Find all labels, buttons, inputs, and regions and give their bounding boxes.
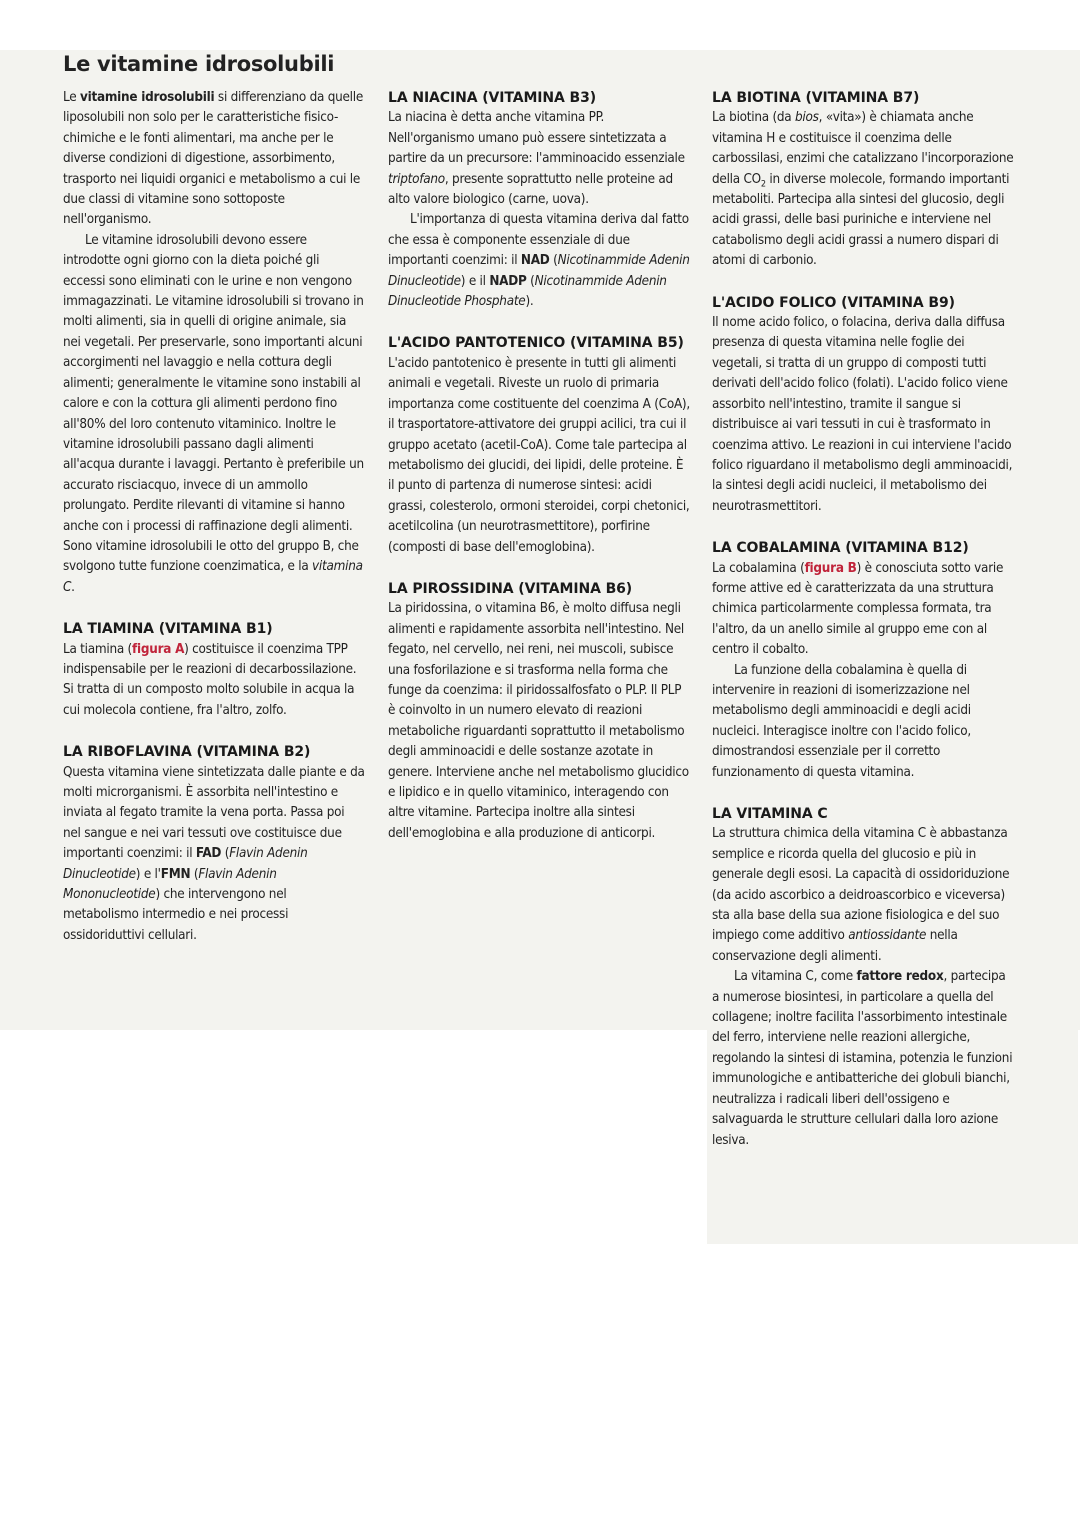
column-middle <box>388 88 690 844</box>
section-text-niacina-2: L'importanza di questa vitamina deriva dal fatto che essa è componente essenziale di due importanti coenzimi: il NAD (Nicotinammide Adenin Dinucleotide) e il NADP (Nicotinammide Adenin Dinucleotide Phosphate). <box>388 212 690 310</box>
intro-paragraph-2: Le vitamine idrosolubili devono essere introdotte ogni giorno con la dieta poiché gli eccessi sono eliminati con le urine e non vengono immagazzinati. Le vitamine idrosolubili si trovano in molti alimenti, sia in quelli di origine animale, sia nei vegetali. Per preservarle, sono importanti alcuni accorgimenti nel lavaggio e nella cottura degli alimenti; generalmente le vitamine sono instabili al calore e con la cottura gli alimenti perdono fino all'80% del loro contenuto vitaminico. Inoltre le vitamine idrosolubili passano dagli alimenti all'acqua durante i lavaggi. Pertanto è preferibile un accurato risciacquo, invece di un ammollo prolungato. Perdite rilevanti di vitamine si hanno anche con i processi di raffinazione degli alimenti. Sono vitamine idrosolubili le otto del gruppo B, che svolgono tutte funzione coenzimatica, e la vitamina C. <box>63 232 364 595</box>
section-text-cobalamina-2: La funzione della cobalamina è quella di intervenire in reazioni di isomerizzazione nel metabolismo degli amminoacidi e degli acidi nucleici. Interagisce inoltre con l'acido folico, dimostrandosi essenziale per il corretto funzionamento di questa vitamina. <box>712 662 971 780</box>
figure-a-link[interactable]: figura A <box>132 641 185 657</box>
section-text-piridossina: La piridossina, o vitamina B6, è molto diffusa negli alimenti e rapidamente assorbita nell'intestino. Nel fegato, nel cervello, nei reni, nei muscoli, subisce una fosforilazione e si trasforma nella forma che funge da coenzima: il piridossalfosfato o PLP. Il PLP è coinvolto in un numero elevato di reazioni metaboliche riguardanti soprattutto il metabolismo degli amminoacidi e delle sostanze azotate in genere. Interviene anche nel metabolismo glucidico e lipidico e in quello vitaminico, interagendo con altre vitamine. Partecipa inoltre alla sintesi dell'emoglobina e alla produzione di anticorpi. <box>388 601 689 841</box>
column-left <box>63 88 365 946</box>
page-title: Le vitamine idrosolubili <box>63 52 335 76</box>
section-text-niacina-1: La niacina è detta anche vitamina PP. Nell'organismo umano può essere sintetizzata a partire da un precursore: l'amminoacido essenziale triptofano, presente soprattutto nelle proteine ad alto valore biologico (carne, uova). <box>388 110 685 208</box>
section-text-folico: Il nome acido folico, o folacina, deriva dalla diffusa presenza di questa vitamina nelle foglie dei vegetali, si tratta di un gruppo di composti tutti derivati dell'acido folico (folati). L'acido folico viene assorbito nell'intestino, tramite il sangue si distribuisce ai vari tessuti in cui è trasformato in coenzima attivo. Le reazioni in cui interviene l'acido folico riguardano il metabolismo degli amminoacidi, la sintesi degli acidi nucleici, il metabolismo dei neurotrasmettitori. <box>712 315 1013 514</box>
section-text-riboflavina: Questa vitamina viene sintetizzata dalle piante e da molti microrganismi. È assorbita nell'intestino e inviata al fegato tramite la vena porta. Passa poi nel sangue e nei vari tessuti ove costituisce due importanti coenzimi: il FAD (Flavin Adenin Dinucleotide) e l'FMN (Flavin Adenin Mononucleotide) che intervengono nel metabolismo intermedio e nei processi ossidoriduttivi cellulari. <box>63 764 365 943</box>
section-text-cobalamina-1: La cobalamina (figura B) è conosciuta sotto varie forme attive ed è caratterizzata da una struttura chimica particolarmente complessa formata, tra l'altro, da un anello simile al gruppo eme con al centro il cobalto. <box>712 560 1004 658</box>
section-heading-tiamina: LA TIAMINA (VITAMINA B1) <box>63 621 273 638</box>
section-heading-piridossina: LA PIROSSIDINA (VITAMINA B6) <box>388 580 633 597</box>
intro-paragraph-1: Le vitamine idrosolubili si differenziano da quelle liposolubili non solo per le caratteristiche fisico-chimiche e le fonti alimentari, ma anche per le diverse condizioni di digestione, assorbimento, trasporto nei liquidi organici e metabolismo a cui le due classi di vitamine sono sottoposte nell'organismo. <box>63 90 364 228</box>
section-heading-riboflavina: LA RIBOFLAVINA (VITAMINA B2) <box>63 744 311 761</box>
section-text-biotina: La biotina (da bios, «vita») è chiamata anche vitamina H e costituisce il coenzima delle carbossilasi, enzimi che catalizzano l'incorporazione della $CO_2$ in diverse molecole, formando importanti metaboliti. Partecipa alla sintesi del glucosio, degli acidi grassi, delle basi puriniche e interviene nel catabolismo degli acidi grassi a numero dispari di atomi di carbonio. <box>712 110 1014 269</box>
section-text-vitamina-c-1: La struttura chimica della vitamina C è abbastanza semplice e ricorda quella del glucosio e più in generale degli esosi. La capacità di ossidoriduzione (da acido ascorbico a deidroascorbico e viceversa) sta alla base della sua azione fisiologica e del suo impiego come additivo antiossidante nella conservazione degli alimenti. <box>712 826 1010 964</box>
section-heading-folico: L'ACIDO FOLICO (VITAMINA B9) <box>712 294 955 311</box>
section-text-vitamina-c-2: La vitamina C, come fattore redox, partecipa a numerose biosintesi, in particolare a quella del collagene; inoltre facilita l'assorbimento intestinale del ferro, interviene nelle reazioni allergiche, regolando la sintesi di istamina, potenzia le funzioni immunologiche e antibatteriche dei globuli bianchi, neutralizza i radicali liberi dell'ossigeno e salvaguarda le strutture cellulari dalla loro azione lesiva. <box>712 969 1013 1148</box>
section-heading-vitamina-c: LA VITAMINA C <box>712 806 828 822</box>
section-text-pantotenico: L'acido pantotenico è presente in tutti gli alimenti animali e vegetali. Riveste un ruolo di primaria importanza come costituente del coenzima A (CoA), il trasportatore-attivatore dei gruppi acilici, tra cui il gruppo acetato (acetil-CoA). Come tale partecipa al metabolismo dei glucidi, dei lipidi, delle proteine. È il punto di partenza di numerose sintesi: acidi grassi, colesterolo, ormoni steroidei, corpi chetonici, acetilcolina (un neurotrasmettitore), porfirine (composti di base dell'emoglobina). <box>388 355 690 555</box>
section-heading-cobalamina: LA COBALAMINA (VITAMINA B12) <box>712 540 969 557</box>
section-heading-niacina: LA NIACINA (VITAMINA B3) <box>388 90 597 106</box>
section-heading-pantotenico: L'ACIDO PANTOTENICO (VITAMINA B5) <box>388 335 684 352</box>
column-right <box>712 88 1014 1151</box>
section-heading-biotina: LA BIOTINA (VITAMINA B7) <box>712 90 920 106</box>
section-text-tiamina: La tiamina (figura A) costituisce il coenzima TPP indispensabile per le reazioni di decarbossilazione. Si tratta di un composto molto solubile in acqua la cui molecola contiene, fra l'altro, zolfo. <box>63 641 357 718</box>
figure-b-link[interactable]: figura B <box>804 560 857 576</box>
